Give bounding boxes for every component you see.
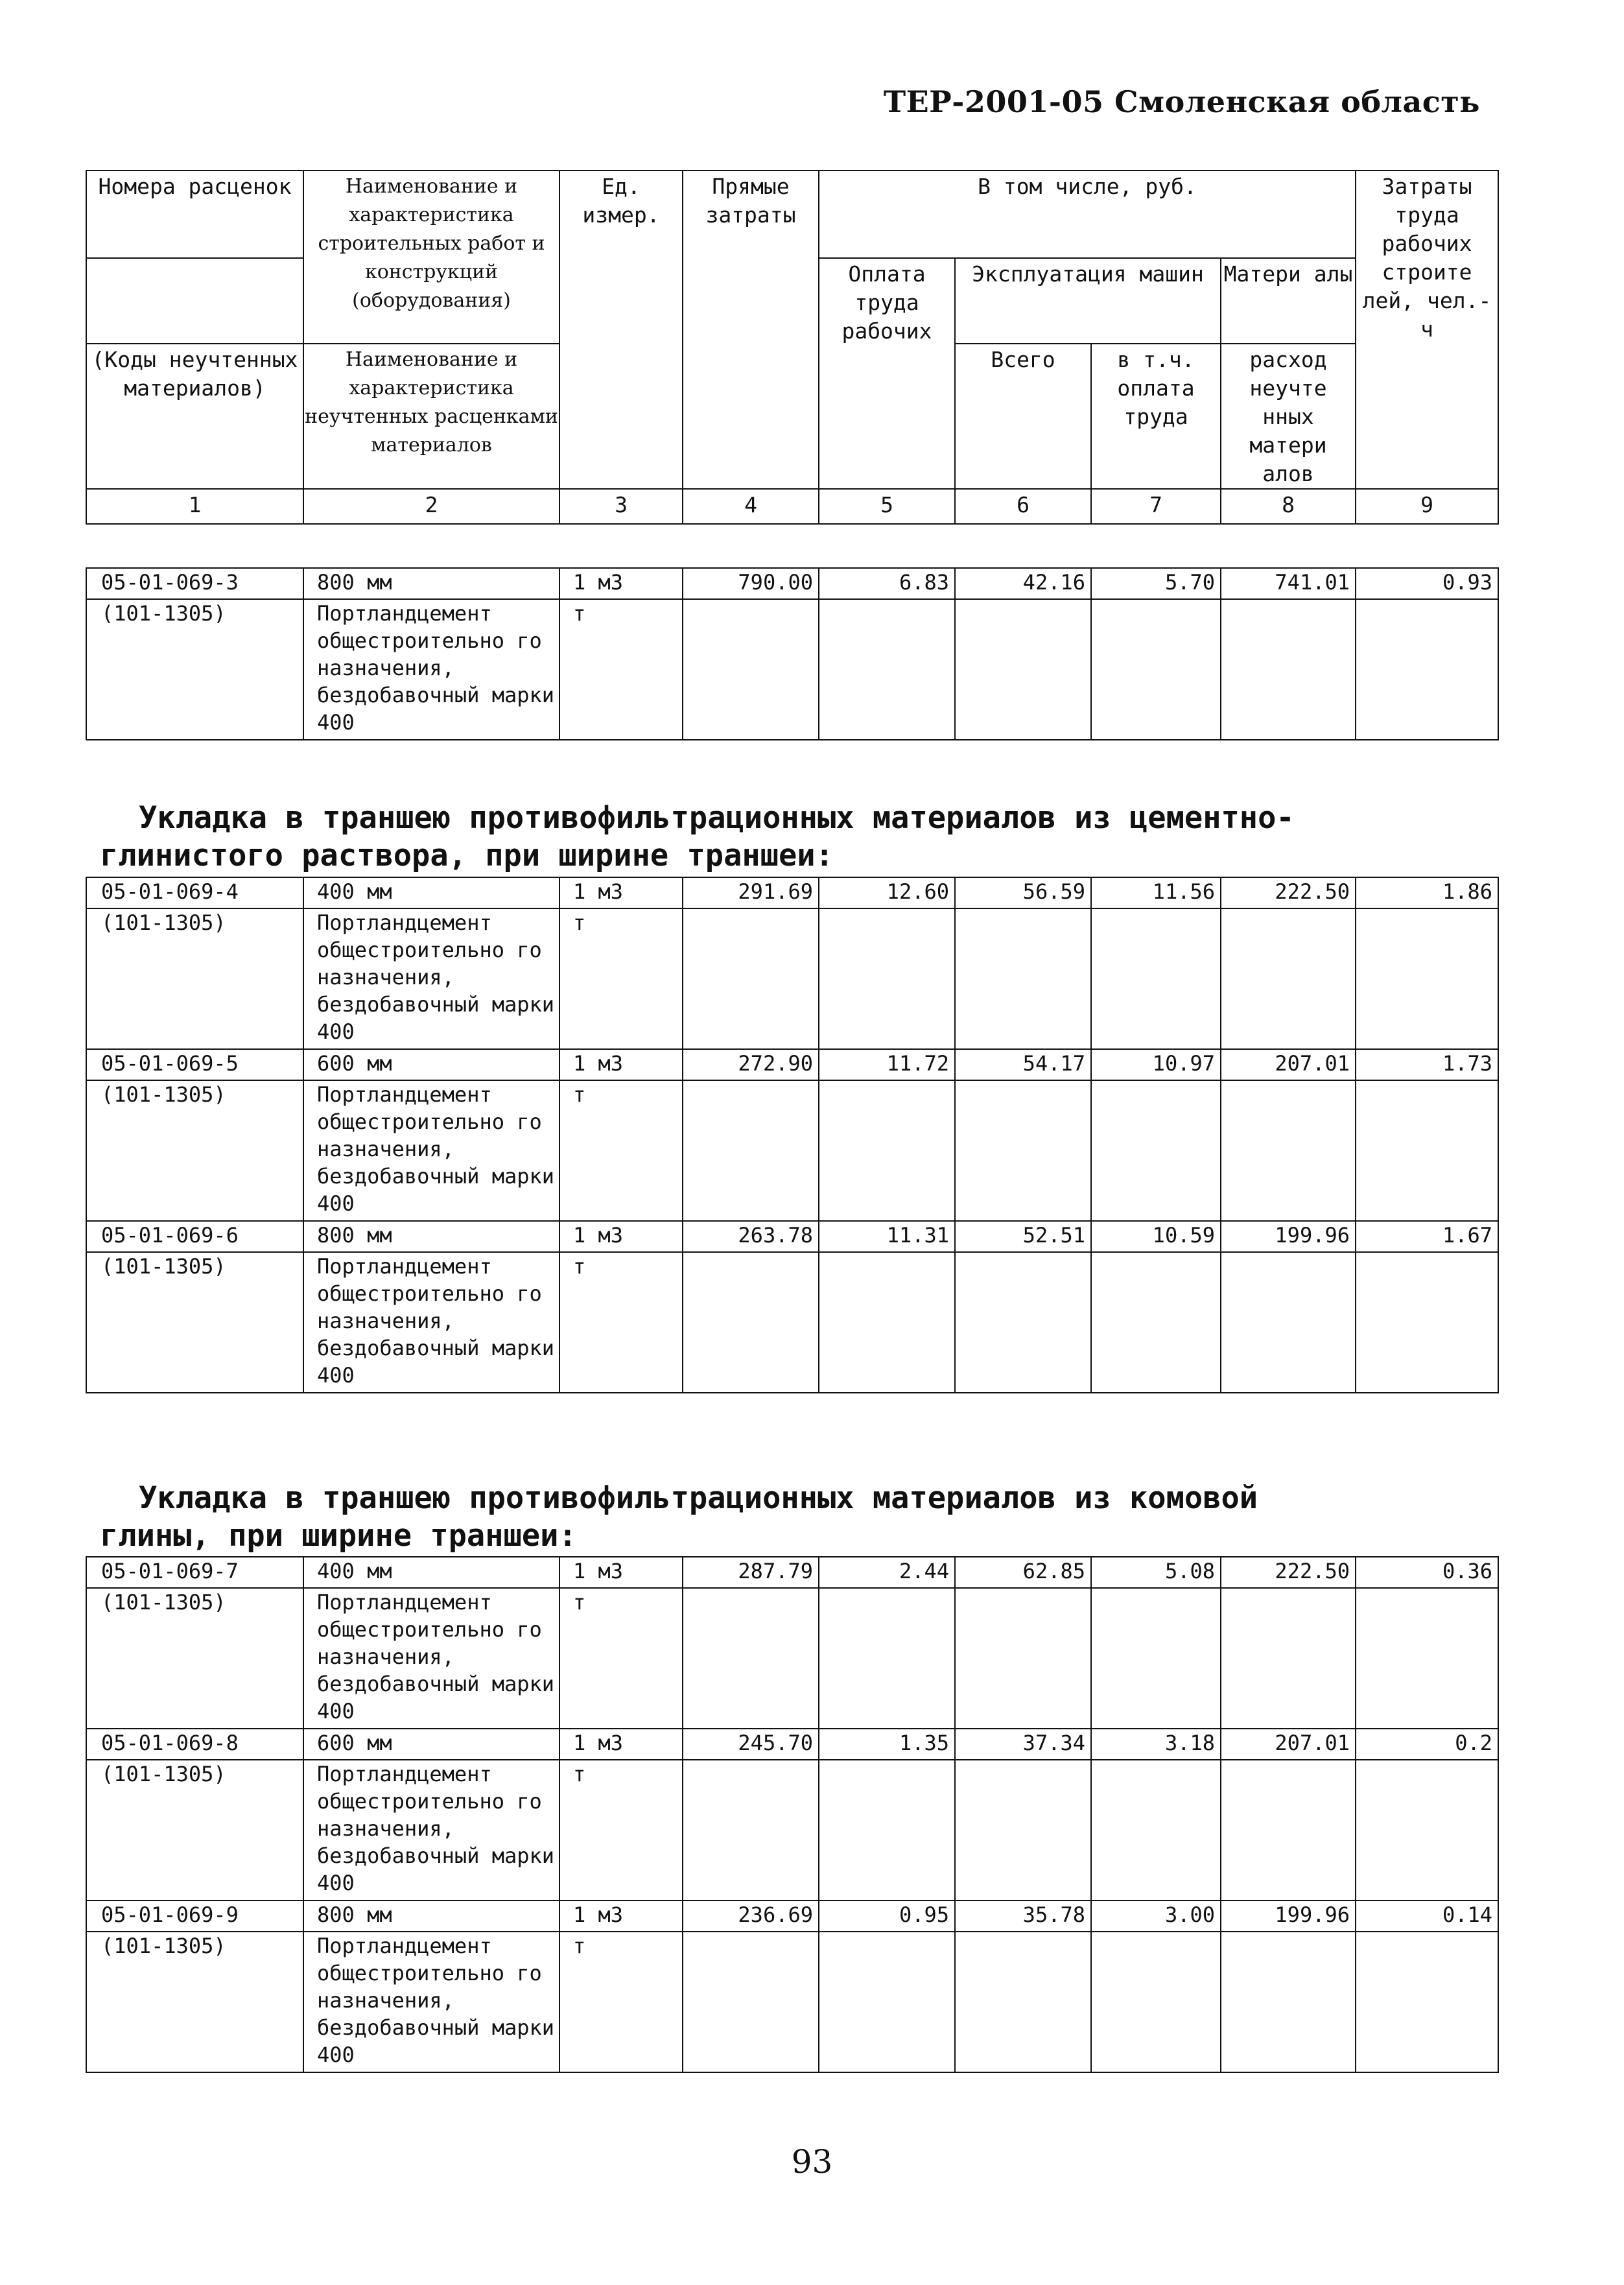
section-title-lump-clay: Укладка в траншею противофильтрационных материалов из комовой глины, при ширине траншеи: [100, 1480, 1258, 1554]
direct-costs: 263.78 [683, 1221, 819, 1252]
materials-cost: 199.96 [1221, 1221, 1356, 1252]
rates-table-1 [86, 567, 1499, 740]
rate-code: 05-01-069-7 [86, 1557, 303, 1588]
header-machines-total: Всего [955, 344, 1091, 489]
section-title-cement-clay: Укладка в траншею противофильтрационных материалов из цементно- глинистого раствора, при ширине траншеи: [100, 800, 1295, 873]
rate-code: 05-01-069-5 [86, 1049, 303, 1080]
material-row [86, 1252, 1498, 1393]
material-name: Портландцемент общестроительно го назначения, бездобавочный марки 400 [303, 908, 559, 1049]
material-code: (101-1305) [86, 1080, 303, 1221]
unit: 1 м3 [559, 1900, 683, 1932]
direct-costs: 236.69 [683, 1900, 819, 1932]
rates-table-2 [86, 877, 1499, 1393]
machines-labor: 5.70 [1091, 568, 1221, 599]
table-row [86, 1729, 1498, 1760]
machines-total: 35.78 [955, 1900, 1091, 1932]
header-spacer [86, 258, 303, 344]
table-row [86, 1221, 1498, 1252]
table-row [86, 1900, 1498, 1932]
header-material-name: Наименование и характеристика неучтенных расценками материалов [303, 344, 559, 489]
trench-width: 800 мм [303, 568, 559, 599]
material-unit: т [559, 1252, 683, 1393]
rate-code: 05-01-069-3 [86, 568, 303, 599]
direct-costs: 790.00 [683, 568, 819, 599]
col-number: 8 [1221, 489, 1356, 524]
material-code: (101-1305) [86, 1932, 303, 2072]
trench-width: 800 мм [303, 1900, 559, 1932]
material-unit: т [559, 1760, 683, 1900]
machines-labor: 5.08 [1091, 1557, 1221, 1588]
material-code: (101-1305) [86, 599, 303, 740]
machines-labor: 10.97 [1091, 1049, 1221, 1080]
col-number: 5 [819, 489, 955, 524]
machines-labor: 3.00 [1091, 1900, 1221, 1932]
machines-total: 56.59 [955, 877, 1091, 908]
material-row [86, 599, 1498, 740]
materials-cost: 207.01 [1221, 1049, 1356, 1080]
machines-labor: 11.56 [1091, 877, 1221, 908]
labor-pay: 0.95 [819, 1900, 955, 1932]
material-unit: т [559, 908, 683, 1049]
material-row [86, 1080, 1498, 1221]
trench-width: 400 мм [303, 877, 559, 908]
rate-code: 05-01-069-4 [86, 877, 303, 908]
rate-code: 05-01-069-6 [86, 1221, 303, 1252]
unit: 1 м3 [559, 568, 683, 599]
direct-costs: 245.70 [683, 1729, 819, 1760]
material-code: (101-1305) [86, 908, 303, 1049]
material-code: (101-1305) [86, 1252, 303, 1393]
machines-total: 62.85 [955, 1557, 1091, 1588]
page-number: 93 [791, 2143, 833, 2181]
materials-cost: 199.96 [1221, 1900, 1356, 1932]
header-labor-hours: Затраты труда рабочих строите лей, чел.-ч [1356, 171, 1498, 489]
direct-costs: 272.90 [683, 1049, 819, 1080]
material-unit: т [559, 1080, 683, 1221]
material-name: Портландцемент общестроительно го назначения, бездобавочный марки 400 [303, 1760, 559, 1900]
material-row [86, 1760, 1498, 1900]
machines-total: 52.51 [955, 1221, 1091, 1252]
rates-table-3 [86, 1556, 1499, 2073]
col-number: 7 [1091, 489, 1221, 524]
materials-cost: 222.50 [1221, 877, 1356, 908]
labor-hours: 0.93 [1356, 568, 1498, 599]
machines-labor: 10.59 [1091, 1221, 1221, 1252]
material-name: Портландцемент общестроительно го назначения, бездобавочный марки 400 [303, 1932, 559, 2072]
col-number: 4 [683, 489, 819, 524]
material-unit: т [559, 1588, 683, 1729]
rate-code: 05-01-069-8 [86, 1729, 303, 1760]
table-row [86, 1557, 1498, 1588]
header-machines: Эксплуатация машин [955, 258, 1221, 344]
labor-pay: 11.72 [819, 1049, 955, 1080]
labor-pay: 11.31 [819, 1221, 955, 1252]
table-row [86, 1049, 1498, 1080]
labor-hours: 0.2 [1356, 1729, 1498, 1760]
labor-hours: 0.14 [1356, 1900, 1498, 1932]
trench-width: 600 мм [303, 1049, 559, 1080]
machines-total: 37.34 [955, 1729, 1091, 1760]
header-table [86, 170, 1499, 525]
table-row [86, 568, 1498, 599]
labor-hours: 0.36 [1356, 1557, 1498, 1588]
machines-total: 42.16 [955, 568, 1091, 599]
material-row [86, 1932, 1498, 2072]
col-number: 2 [303, 489, 559, 524]
header-work-name: Наименование и характеристика строительных работ и конструкций (оборудования) [303, 171, 559, 344]
header-material-codes: (Коды неучтенных материалов) [86, 344, 303, 489]
unit: 1 м3 [559, 877, 683, 908]
header-unit: Ед. измер. [559, 171, 683, 489]
trench-width: 800 мм [303, 1221, 559, 1252]
trench-width: 400 мм [303, 1557, 559, 1588]
material-code: (101-1305) [86, 1588, 303, 1729]
col-number: 3 [559, 489, 683, 524]
rate-code: 05-01-069-9 [86, 1900, 303, 1932]
header-direct-costs: Прямые затраты [683, 171, 819, 489]
labor-hours: 1.86 [1356, 877, 1498, 908]
header-labor-pay: Оплата труда рабочих [819, 258, 955, 489]
direct-costs: 291.69 [683, 877, 819, 908]
material-row [86, 908, 1498, 1049]
material-name: Портландцемент общестроительно го назначения, бездобавочный марки 400 [303, 1588, 559, 1729]
header-machines-labor: в т.ч. оплата труда [1091, 344, 1221, 489]
header-materials: Матери алы [1221, 258, 1356, 344]
labor-pay: 12.60 [819, 877, 955, 908]
labor-pay: 2.44 [819, 1557, 955, 1588]
table-row [86, 877, 1498, 908]
materials-cost: 207.01 [1221, 1729, 1356, 1760]
material-name: Портландцемент общестроительно го назначения, бездобавочный марки 400 [303, 1252, 559, 1393]
material-row [86, 1588, 1498, 1729]
labor-hours: 1.67 [1356, 1221, 1498, 1252]
col-number: 6 [955, 489, 1091, 524]
materials-cost: 222.50 [1221, 1557, 1356, 1588]
unit: 1 м3 [559, 1221, 683, 1252]
material-unit: т [559, 599, 683, 740]
unit: 1 м3 [559, 1049, 683, 1080]
header-materials-consumption: расход неучте нных матери алов [1221, 344, 1356, 489]
material-name: Портландцемент общестроительно го назначения, бездобавочный марки 400 [303, 599, 559, 740]
document-title: ТЕР-2001-05 Смоленская область [883, 84, 1480, 119]
unit: 1 м3 [559, 1729, 683, 1760]
header-including: В том числе, руб. [819, 171, 1356, 258]
material-name: Портландцемент общестроительно го назначения, бездобавочный марки 400 [303, 1080, 559, 1221]
unit: 1 м3 [559, 1557, 683, 1588]
header-rate-numbers: Номера расценок [86, 171, 303, 258]
machines-total: 54.17 [955, 1049, 1091, 1080]
labor-hours: 1.73 [1356, 1049, 1498, 1080]
trench-width: 600 мм [303, 1729, 559, 1760]
material-code: (101-1305) [86, 1760, 303, 1900]
col-number: 9 [1356, 489, 1498, 524]
labor-pay: 1.35 [819, 1729, 955, 1760]
labor-pay: 6.83 [819, 568, 955, 599]
material-unit: т [559, 1932, 683, 2072]
col-number: 1 [86, 489, 303, 524]
machines-labor: 3.18 [1091, 1729, 1221, 1760]
materials-cost: 741.01 [1221, 568, 1356, 599]
direct-costs: 287.79 [683, 1557, 819, 1588]
